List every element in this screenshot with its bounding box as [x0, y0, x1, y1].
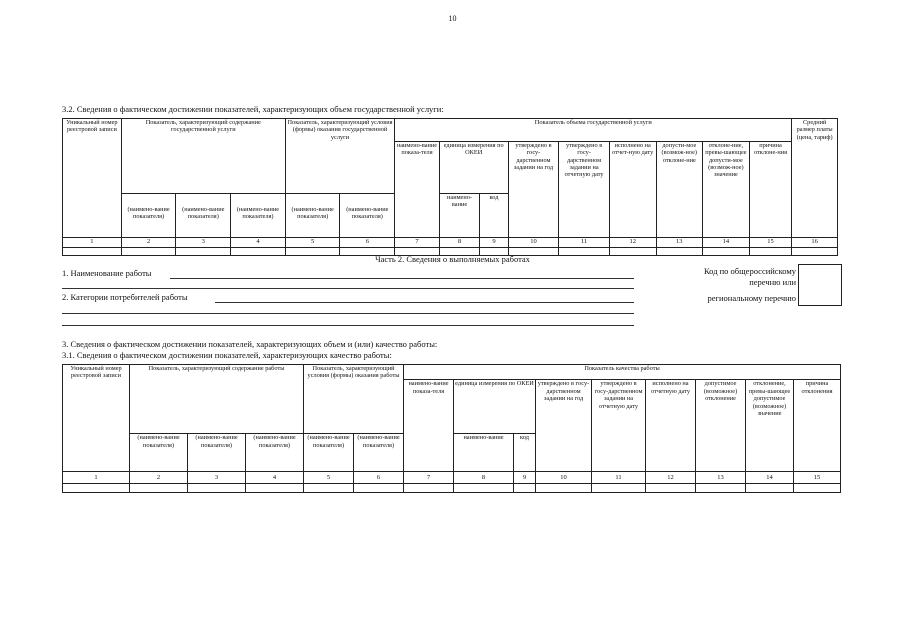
col-unit-name: наимено-вание [439, 193, 480, 237]
col-done: исполнено на отчет-ную дату [609, 141, 656, 237]
col-approved-date: утверждено в госу-дарственном задании на отчетную дату [592, 380, 646, 472]
column-number: 14 [746, 472, 794, 484]
column-number: 4 [231, 237, 286, 247]
condition-indicator-name-1: (наимено-вание показателя) [285, 193, 340, 237]
column-number: 5 [304, 472, 354, 484]
col-indicator-name: наимено-вание показа-теля [404, 380, 454, 472]
col-unit-name: наимено-вание [454, 434, 514, 472]
col-approved-year: утверждено в госу-дарственном задании на год [508, 141, 559, 237]
categories-line-3 [62, 325, 634, 326]
column-number: 12 [609, 237, 656, 247]
column-number: 15 [749, 237, 792, 247]
col-unit-code: код [514, 434, 536, 472]
col-deviation-reason: причина отклонения [794, 380, 841, 472]
column-number: 12 [646, 472, 696, 484]
col-unit-code: код [480, 193, 508, 237]
table-row [63, 484, 841, 493]
content-indicator-name-1: (наимено-вание показателя) [130, 434, 188, 472]
volume-table [62, 118, 838, 256]
column-number: 13 [696, 472, 746, 484]
col-content-indicator: Показатель, характеризующий содержание государственной услуги [121, 119, 285, 142]
page-number: 10 [448, 14, 457, 23]
column-number: 10 [508, 237, 559, 247]
categories-line [215, 302, 634, 303]
content-spacer [121, 141, 285, 193]
column-number: 3 [188, 472, 246, 484]
col-exceeding-deviation: отклоне-ние, превы-шающее допусти-мое (возмож-ное) значение [703, 141, 750, 237]
col-unique-number: Уникальный номер реестровой записи [63, 365, 130, 472]
column-number: 6 [354, 472, 404, 484]
column-number: 8 [439, 237, 480, 247]
categories-line-2 [62, 313, 634, 314]
col-quality-indicator: Показатель качества работы [404, 365, 841, 380]
column-number: 7 [395, 237, 440, 247]
col-condition-indicator: Показатель, характеризующий условия (формы) оказания работы [304, 365, 404, 380]
col-allowed-deviation: допустимое (возможное) отклонение [696, 380, 746, 472]
column-number: 4 [246, 472, 304, 484]
col-done: исполнено на отчетную дату [646, 380, 696, 472]
column-number: 14 [703, 237, 750, 247]
column-number: 1 [63, 237, 122, 247]
work-name-line [170, 278, 634, 279]
column-number: 11 [559, 237, 610, 247]
part-2-title: Часть 2. Сведения о выполняемых работах [375, 254, 530, 264]
column-number: 9 [514, 472, 536, 484]
col-condition-indicator: Показатель, характеризующий условия (формы) оказания государственной услуги [285, 119, 394, 142]
registry-code-box[interactable] [798, 264, 842, 306]
col-approved-date: утверждено в госу-дарственном задании на отчетную дату [559, 141, 610, 237]
column-number: 15 [794, 472, 841, 484]
section-3-2-title: 3.2. Сведения о фактическом достижении показателей, характеризующих объем государственной услуги: [62, 104, 444, 114]
col-allowed-deviation: допусти-мое (возмож-ное) отклоне-ние [656, 141, 703, 237]
column-number: 11 [592, 472, 646, 484]
section-3-title: 3. Сведения о фактическом достижении показателей, характеризующих объем и (или) качество работы: [62, 339, 438, 349]
column-number: 7 [404, 472, 454, 484]
column-number: 2 [130, 472, 188, 484]
column-number: 1 [63, 472, 130, 484]
code-label-line-2: перечню или [749, 277, 796, 287]
column-number: 13 [656, 237, 703, 247]
code-label-line-3: региональному перечню [707, 293, 796, 303]
content-indicator-name-2: (наимено-вание показателя) [188, 434, 246, 472]
column-number: 16 [792, 237, 838, 247]
col-unique-number: Уникальный номер реестровой записи [63, 119, 122, 238]
code-label-line-1: Код по общероссийскому [703, 266, 796, 276]
col-unit: единица измерения по ОКЕИ [454, 380, 536, 434]
col-deviation-reason: причина отклоне-ния [749, 141, 792, 237]
col-average-fee: Средний размер платы (цена, тариф) [792, 119, 838, 238]
work-name-label: 1. Наименование работы [62, 268, 152, 278]
column-number: 2 [121, 237, 176, 247]
condition-indicator-name-1: (наимено-вание показателя) [304, 434, 354, 472]
quality-table [62, 364, 841, 493]
column-number: 6 [340, 237, 395, 247]
col-indicator-name: наимено-вание показа-теля [395, 141, 440, 237]
categories-label: 2. Категории потребителей работы [62, 292, 188, 302]
content-spacer [130, 380, 304, 434]
work-name-line-2 [62, 288, 634, 289]
column-number: 3 [176, 237, 231, 247]
condition-spacer [285, 141, 394, 193]
content-indicator-name-1: (наимено-вание показателя) [121, 193, 176, 237]
condition-indicator-name-2: (наимено-вание показателя) [354, 434, 404, 472]
condition-spacer [304, 380, 404, 434]
column-number: 10 [536, 472, 592, 484]
col-content-indicator: Показатель, характеризующий содержание работы [130, 365, 304, 380]
col-approved-year: утверждено в госу-дарственном задании на год [536, 380, 592, 472]
column-number: 9 [480, 237, 508, 247]
code-label [640, 266, 796, 304]
condition-indicator-name-2: (наимено-вание показателя) [340, 193, 395, 237]
section-3-1-title: 3.1. Сведения о фактическом достижении показателей, характеризующих качество работы: [62, 350, 392, 360]
col-volume-indicator: Показатель объема государственной услуги [395, 119, 792, 142]
content-indicator-name-3: (наимено-вание показателя) [246, 434, 304, 472]
col-unit: единица измерения по ОКЕИ [439, 141, 508, 193]
column-number: 8 [454, 472, 514, 484]
col-exceeding-deviation: отклонение, превы-шающее допустимое (возможное) значение [746, 380, 794, 472]
content-indicator-name-3: (наимено-вание показателя) [231, 193, 286, 237]
content-indicator-name-2: (наимено-вание показателя) [176, 193, 231, 237]
column-number: 5 [285, 237, 340, 247]
